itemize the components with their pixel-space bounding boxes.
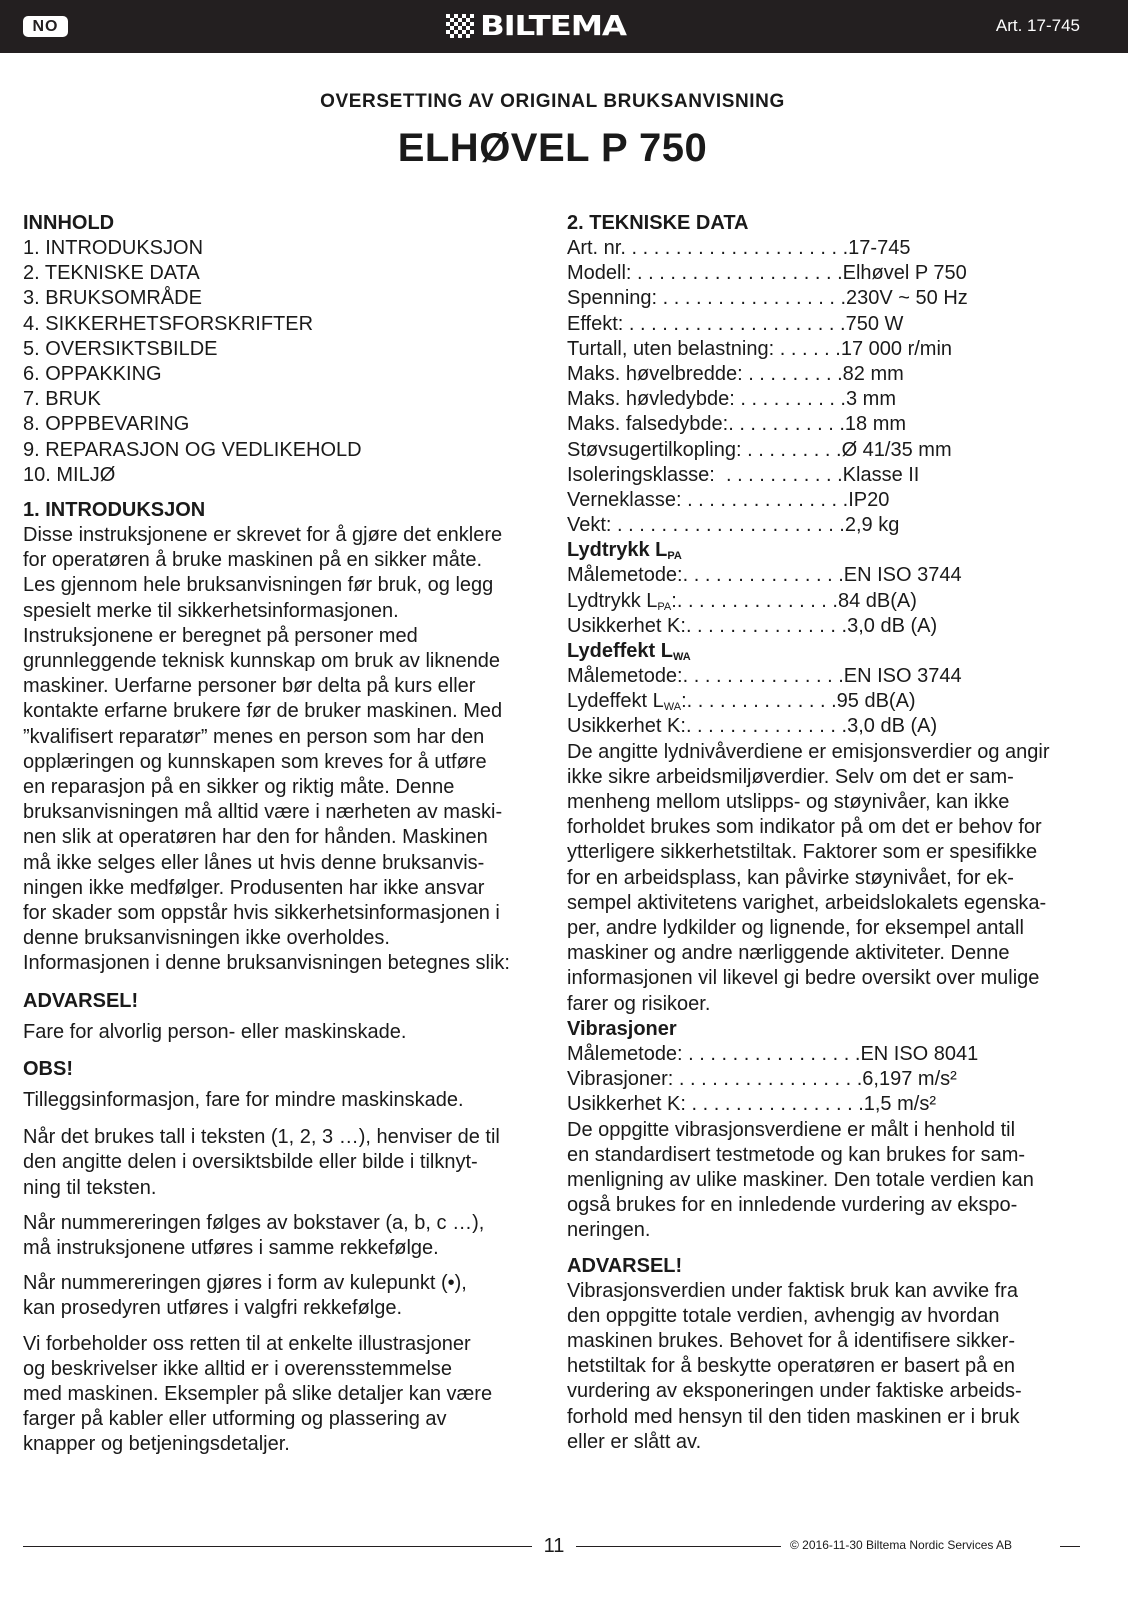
language-badge: NO xyxy=(23,16,68,37)
spec-value: 230V ~ 50 Hz xyxy=(846,287,968,310)
toc-item: 5. OVERSIKTSBILDE xyxy=(23,337,218,360)
sound-power-heading-sub: WA xyxy=(672,651,691,664)
bullets-paragraph xyxy=(23,1271,535,1321)
toc-item: 10. MILJØ xyxy=(23,463,116,486)
text-line: Vibrasjonsverdien under faktisk bruk kan avvike fra xyxy=(567,1279,1018,1302)
text-line: for skader som oppstår hvis sikkerhetsinformasjonen i xyxy=(23,902,500,925)
text-line: maskinen brukes. Behovet for å identifisere sikker- xyxy=(567,1329,1015,1352)
intro-heading: 1. INTRODUKSJON xyxy=(23,499,206,522)
spec-row xyxy=(567,236,1087,261)
warning-text: Fare for alvorlig person- eller maskinskade. xyxy=(23,1020,407,1043)
text-line: spesielt merke til sikkerhetsinformasjonen. xyxy=(23,599,399,622)
spec-label-text: Art. nr. xyxy=(567,237,626,259)
spec-value: IP20 xyxy=(848,489,890,512)
text-line: farer og risikoer. xyxy=(567,992,711,1015)
text-line: forholdet brukes som indikator på om det er behov for xyxy=(567,816,1042,839)
text-line: per, andre lydkilder og lignende, for eksempel antall xyxy=(567,917,1024,940)
text-line: knapper og betjeningsdetaljer. xyxy=(23,1433,290,1456)
text-line: hetstiltak for å beskytte operatøren er basert på en xyxy=(567,1355,1016,1378)
spec-label xyxy=(567,714,686,739)
spec-value: Ø 41/35 mm xyxy=(841,438,952,461)
spec-value: Klasse II xyxy=(842,463,920,486)
footer-rule xyxy=(23,1546,532,1547)
text-line: De angitte lydnivåverdiene er emisjonsverdier og angir xyxy=(567,740,1050,763)
copyright-notice: © 2016-11-30 Biltema Nordic Services AB xyxy=(790,1538,1013,1552)
spec-label xyxy=(567,438,742,463)
letters-paragraph xyxy=(23,1211,535,1261)
spec-leader-dots: . . . . . . . . . . . . . . . xyxy=(685,614,848,637)
spec-label-text: Spenning: xyxy=(567,287,658,310)
text-line: en reparasjon på en sikker og riktig måte. Denne xyxy=(23,776,455,799)
right-column xyxy=(567,211,1087,1455)
spec-leader-dots: . . . . . . . . . . . . . . . . . xyxy=(657,287,847,310)
spec-leader-dots: . . . . . . . . . . . xyxy=(714,463,843,486)
document-title: ELHØVEL P 750 xyxy=(397,126,708,170)
spec-row xyxy=(567,286,1087,311)
text-line: Når det brukes tall i teksten (1, 2, 3 …), henviser de til xyxy=(23,1126,500,1149)
toc-item: 7. BRUK xyxy=(23,388,101,411)
spec-row xyxy=(567,412,1087,437)
text-line: ytterligere sikkerhetstiltak. Faktorer som er spesifikke xyxy=(567,841,1038,864)
spec-row xyxy=(567,337,1087,362)
spec-leader-dots: . . . . . . . . . . . . . . . . xyxy=(685,1093,864,1116)
sound-pressure-heading xyxy=(567,538,1087,563)
toc-item: 1. INTRODUKSJON xyxy=(23,237,204,259)
spec-leader-dots: . . . . . . . . . . . . . . . . xyxy=(682,1042,861,1065)
sound-pressure-heading-sub: PA xyxy=(667,550,682,563)
vibration-warning-paragraph xyxy=(567,1279,1087,1455)
spec-label-text: Maks. høvelbredde: xyxy=(567,363,743,386)
spec-row xyxy=(567,563,1087,588)
text-line: ning til teksten. xyxy=(23,1176,157,1199)
spec-label-text: Isoleringsklasse: xyxy=(567,463,715,486)
toc-item: 4. SIKKERHETSFORSKRIFTER xyxy=(23,312,314,335)
text-line: menligning av ulike maskiner. Den totale verdien kan xyxy=(567,1168,1034,1191)
spec-label-subscript: WA xyxy=(663,701,682,714)
spec-leader-dots: . . . . . . . . . . . . . . . . . . . . xyxy=(625,237,849,259)
spec-leader-dots: . . . . . . . . . . . . . . . xyxy=(676,589,838,612)
sound-power-heading-text: Lydeffekt L xyxy=(567,640,673,663)
spec-leader-dots: . . . . . . . . . . xyxy=(734,388,846,411)
spec-leader-dots: . . . . . . . . . . . . . . . . . xyxy=(673,1068,863,1091)
spec-value: EN ISO 3744 xyxy=(843,665,962,688)
spec-value: 3 mm xyxy=(846,388,896,411)
sound-power-heading xyxy=(567,639,1087,664)
spec-row xyxy=(567,689,1087,714)
spec-label xyxy=(567,614,686,639)
checkered-flag-icon xyxy=(446,14,474,38)
spec-leader-dots: . . . . . . . . . . . . . . . . . . . xyxy=(631,262,843,285)
text-line: denne bruksanvisningen ikke overholdes. xyxy=(23,927,390,950)
text-line: for operatøren å bruke maskinen på en sikker måte. xyxy=(23,549,483,572)
spec-value: 17 000 r/min xyxy=(840,337,953,360)
spec-leader-dots: . . . . . . . . . . . . . . . . . . . . . xyxy=(611,514,845,537)
spec-value: 3,0 dB (A) xyxy=(847,614,938,637)
spec-value: EN ISO 8041 xyxy=(860,1042,979,1065)
spec-value: 3,0 dB (A) xyxy=(847,715,938,738)
spec-label xyxy=(567,412,728,437)
text-line: for en arbeidsplass, kan påvirke støynivået, for ek- xyxy=(567,866,1014,889)
toc-heading: INNHOLD xyxy=(23,212,115,234)
brand-name: BILTEMA xyxy=(480,9,626,42)
document-subtitle: OVERSETTING AV ORIGINAL BRUKSANVISNING xyxy=(320,91,785,112)
spec-row xyxy=(567,1042,1087,1067)
text-line: også brukes for en innledende vurdering av ekspo- xyxy=(567,1194,1018,1217)
spec-row xyxy=(567,664,1087,689)
text-line: ikke sikre arbeidsmiljøverdier. Selv om det er sam- xyxy=(567,765,1014,788)
spec-value: 6,197 m/s² xyxy=(862,1068,957,1091)
text-line: menheng mellom utslipps- og støynivåer, kan ikke xyxy=(567,791,1010,814)
spec-label-text: Støvsugertilkopling: xyxy=(567,438,742,461)
article-number: Art. 17-745 xyxy=(995,16,1080,35)
spec-label-tail: : xyxy=(671,589,677,612)
spec-row xyxy=(567,614,1087,639)
text-line: Informasjonen i denne bruksanvisningen betegnes slik: xyxy=(23,952,510,975)
spec-label-text: Maks. høvledybde: xyxy=(567,388,735,411)
spec-label-text: Målemetode: xyxy=(567,564,683,587)
spec-value: 750 W xyxy=(845,312,904,335)
spec-label-subscript: PA xyxy=(657,600,672,613)
note-text: Tilleggsinformasjon, fare for mindre maskinskade. xyxy=(23,1088,464,1111)
warning-label: ADVARSEL! xyxy=(23,989,139,1012)
spec-row xyxy=(567,714,1087,739)
spec-label-text: Vibrasjoner: xyxy=(567,1068,674,1091)
text-line: kontakte erfarne brukere før de bruker maskinen. Med xyxy=(23,700,503,723)
header-bar xyxy=(0,0,1128,53)
spec-label-text: Effekt: xyxy=(567,312,624,335)
reservation-paragraph xyxy=(23,1332,535,1458)
toc-item: 9. REPARASJON OG VEDLIKEHOLD xyxy=(23,438,362,461)
text-line: Instruksjonene er beregnet på personer med xyxy=(23,624,418,647)
text-line: forhold med hensyn til den tiden maskinen er i bruk xyxy=(567,1405,1020,1428)
spec-label-text: Vekt: xyxy=(567,514,612,537)
spec-label-tail: : xyxy=(681,690,687,713)
spec-label xyxy=(567,589,677,614)
spec-label xyxy=(567,513,611,538)
spec-label xyxy=(567,286,657,311)
text-line: Når nummereringen gjøres i form av kulepunkt (•), xyxy=(23,1272,467,1295)
toc-item: 2. TEKNISKE DATA xyxy=(23,262,200,285)
text-line: ningen ikke medfølger. Produsenten har ikke ansvar xyxy=(23,876,485,899)
spec-value: 95 dB(A) xyxy=(836,690,916,713)
footer-rule xyxy=(1060,1546,1080,1547)
left-column xyxy=(23,211,535,1458)
spec-value: Elhøvel P 750 xyxy=(842,262,967,285)
spec-row xyxy=(567,589,1087,614)
spec-label-text: Modell: xyxy=(567,262,632,285)
vibration-warning-label: ADVARSEL! xyxy=(567,1254,683,1277)
spec-label xyxy=(567,261,631,286)
spec-row xyxy=(567,362,1087,387)
spec-leader-dots: . . . . . . . . . . . . . . . xyxy=(682,564,844,587)
text-line: Les gjennom hele bruksanvisningen før bruk, og legg xyxy=(23,574,494,597)
spec-label xyxy=(567,387,735,412)
text-line: den oppgitte totale verdien, avhengig av hvordan xyxy=(567,1304,1000,1327)
text-line: ”kvalifisert reparatør” menes en person som har den xyxy=(23,725,485,748)
text-line: med maskinen. Eksempler på slike detaljer kan være xyxy=(23,1382,493,1405)
spec-leader-dots: . . . . . . . . . xyxy=(741,438,842,461)
text-line: en standardisert testmetode og kan brukes for sam- xyxy=(567,1143,1026,1166)
spec-leader-dots: . . . . . . xyxy=(774,337,841,360)
text-line: vurdering av eksponeringen under faktiske arbeids- xyxy=(567,1380,1022,1403)
intro-paragraph xyxy=(23,523,535,977)
spec-leader-dots: . . . . . . . . . . . . . . . xyxy=(685,715,848,738)
text-line: De oppgitte vibrasjonsverdiene er målt i henhold til xyxy=(567,1118,1016,1141)
spec-label xyxy=(567,463,715,488)
spec-row xyxy=(567,261,1087,286)
spec-label xyxy=(567,563,683,588)
tech-heading: 2. TEKNISKE DATA xyxy=(567,212,749,234)
spec-value: 1,5 m/s² xyxy=(863,1093,936,1116)
numbers-paragraph xyxy=(23,1125,535,1201)
spec-label xyxy=(567,488,682,513)
spec-label-text: Turtall, uten belastning: xyxy=(567,337,775,360)
sound-pressure-table xyxy=(567,563,1087,639)
spec-row xyxy=(567,1092,1087,1117)
sound-power-table xyxy=(567,664,1087,740)
text-line: Vi forbeholder oss retten til at enkelte illustrasjoner xyxy=(23,1332,471,1355)
text-line: sempel aktivitetens varighet, arbeidslokalets egenska- xyxy=(567,891,1047,914)
spec-leader-dots: . . . . . . . . . . . xyxy=(728,413,845,436)
spec-label-text: Lydeffekt L xyxy=(567,690,664,713)
spec-row xyxy=(567,1067,1087,1092)
spec-leader-dots: . . . . . . . . . . . . . . . xyxy=(681,489,849,512)
spec-value: 2,9 kg xyxy=(844,514,900,537)
spec-label-text: Målemetode: xyxy=(567,1042,683,1065)
note-label: OBS! xyxy=(23,1057,73,1080)
spec-leader-dots: . . . . . . . . . . . . . . . xyxy=(682,665,844,688)
spec-value: EN ISO 3744 xyxy=(843,564,962,587)
spec-label-text: Usikkerhet K: xyxy=(567,1093,686,1116)
vibration-paragraph xyxy=(567,1118,1087,1244)
spec-value: 18 mm xyxy=(844,413,907,436)
spec-row xyxy=(567,463,1087,488)
spec-label-text: Usikkerhet K: xyxy=(567,715,686,738)
spec-table xyxy=(567,236,1087,538)
noise-paragraph xyxy=(567,740,1087,1017)
spec-row xyxy=(567,513,1087,538)
text-line: Disse instruksjonene er skrevet for å gjøre det enklere xyxy=(23,524,503,547)
spec-label-text: Verneklasse: xyxy=(567,489,682,512)
text-line: opplæringen og kunnskapen som kreves for å utføre xyxy=(23,750,487,773)
toc-item: 8. OPPBEVARING xyxy=(23,413,190,436)
toc-list xyxy=(23,236,535,488)
toc-item: 3. BRUKSOMRÅDE xyxy=(23,287,202,310)
spec-label xyxy=(567,362,743,387)
toc-item: 6. OPPAKKING xyxy=(23,363,162,386)
vibration-table xyxy=(567,1042,1087,1118)
spec-value: 84 dB(A) xyxy=(837,589,917,612)
spec-label xyxy=(567,1067,673,1092)
text-line: farger på kabler eller utforming og plassering av xyxy=(23,1408,447,1431)
spec-label-text: Usikkerhet K: xyxy=(567,614,686,637)
text-line: den angitte delen i oversiktsbilde eller bilde i tilknyt- xyxy=(23,1151,478,1174)
spec-leader-dots: . . . . . . . . . . . . . . xyxy=(686,690,837,713)
spec-label xyxy=(567,1092,686,1117)
spec-label-text: Maks. falsedybde: xyxy=(567,413,729,436)
text-line: nen slik at operatøren har den for hånden. Maskinen xyxy=(23,826,488,849)
spec-label xyxy=(567,236,626,261)
spec-label xyxy=(567,337,774,362)
spec-value: 17-745 xyxy=(848,237,911,259)
text-line: må instruksjonene utføres i samme rekkefølge. xyxy=(23,1236,439,1259)
sound-pressure-heading-text: Lydtrykk L xyxy=(567,539,668,562)
footer-rule xyxy=(576,1546,781,1547)
spec-row xyxy=(567,438,1087,463)
spec-row xyxy=(567,488,1087,513)
text-line: grunnleggende teknisk kunnskap om bruk av liknende xyxy=(23,650,500,673)
spec-label-text: Målemetode: xyxy=(567,665,683,688)
spec-label xyxy=(567,312,623,337)
spec-leader-dots: . . . . . . . . . . . . . . . . . . . . xyxy=(623,312,846,335)
page-number: 11 xyxy=(543,1535,565,1557)
spec-row xyxy=(567,312,1087,337)
spec-value: 82 mm xyxy=(842,363,904,386)
text-line: maskiner. Uerfarne personer bør delta på kurs eller xyxy=(23,675,476,698)
text-line: og beskrivelser ikke alltid er i overensstemmelse xyxy=(23,1357,453,1380)
text-line: maskiner og andre nærliggende aktiviteter. Denne xyxy=(567,942,1010,965)
text-line: eller er slått av. xyxy=(567,1430,702,1453)
spec-row xyxy=(567,387,1087,412)
spec-label xyxy=(567,689,687,714)
text-line: Når nummereringen følges av bokstaver (a, b, c …), xyxy=(23,1211,485,1234)
spec-label-text: Lydtrykk L xyxy=(567,589,658,612)
vibration-heading: Vibrasjoner xyxy=(567,1017,677,1040)
text-line: kan prosedyren utføres i valgfri rekkefølge. xyxy=(23,1297,403,1320)
text-line: må ikke selges eller lånes ut hvis denne bruksanvis- xyxy=(23,851,485,874)
spec-label xyxy=(567,664,683,689)
spec-leader-dots: . . . . . . . . . xyxy=(742,363,843,386)
brand-logo xyxy=(446,9,626,42)
text-line: bruksanvisningen må alltid være i nærheten av maski- xyxy=(23,801,503,824)
spec-label xyxy=(567,1042,683,1067)
text-line: neringen. xyxy=(567,1219,651,1242)
text-line: informasjonen vil likevel gi bedre oversikt over mulige xyxy=(567,967,1040,990)
